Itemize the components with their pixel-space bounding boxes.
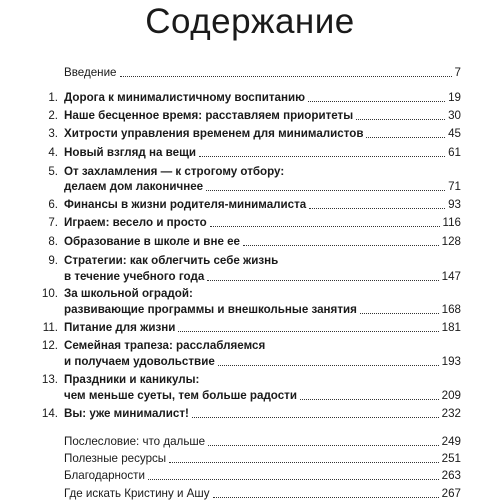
toc-entry-title: Благодарности [64, 469, 145, 482]
toc-entry-number: 1. [48, 91, 58, 104]
toc-page-number: 263 [441, 469, 461, 482]
toc-entry-title: Образование в школе и вне ее [64, 235, 241, 248]
toc-entry-line [64, 339, 265, 353]
toc-entry-title: и получаем удовольствие [64, 355, 215, 368]
toc-entry-title: делаем дом лаконичнее [64, 180, 204, 193]
toc-page-number: 93 [448, 198, 461, 211]
toc-page-number: 251 [441, 452, 461, 465]
toc-page-number: 30 [448, 109, 461, 122]
dot-leader [120, 76, 452, 77]
dot-leader [213, 497, 439, 498]
toc-entry-number: 10. [41, 287, 58, 300]
toc-entry[interactable] [64, 389, 461, 403]
dot-leader [208, 445, 439, 446]
toc-entry-number: 13. [41, 373, 58, 386]
toc-entry-title: Питание для жизни [64, 321, 176, 334]
toc-entry-number: 7. [48, 216, 58, 229]
toc-page-number: 193 [441, 355, 461, 368]
dot-leader [366, 137, 445, 138]
toc-entry-title: Дорога к минималистичному воспитанию [64, 91, 306, 104]
toc-entry-line [64, 373, 199, 387]
toc-entry-line [64, 165, 284, 179]
toc-entry-title: чем меньше суеты, тем больше радости [64, 389, 297, 402]
toc-entry[interactable] [64, 109, 461, 123]
toc-entry-title: Введение [64, 66, 117, 79]
page-title: Содержание [145, 2, 355, 41]
toc-page-number: 209 [441, 389, 461, 402]
toc-entry[interactable] [64, 435, 461, 449]
dot-leader [199, 156, 445, 157]
dot-leader [207, 280, 438, 281]
toc-entry-title: Новый взгляд на вещи [64, 146, 196, 159]
toc-entry-number: 2. [48, 109, 58, 122]
toc-entry[interactable] [64, 487, 461, 501]
toc-entry-title: Послесловие: что дальше [64, 435, 206, 448]
toc-page-number: 128 [441, 235, 461, 248]
toc-page-number: 249 [441, 435, 461, 448]
toc-entry[interactable] [64, 270, 461, 284]
toc-entry-number: 14. [41, 407, 58, 420]
dot-leader [206, 190, 445, 191]
toc-entry-title: За школьной оградой: [64, 287, 193, 300]
toc-entry[interactable] [64, 235, 461, 249]
dot-leader [243, 245, 439, 246]
toc-entry-line [64, 254, 278, 268]
toc-entry[interactable] [64, 469, 461, 483]
dot-leader [308, 101, 445, 102]
toc-entry-title: в течение учебного года [64, 270, 205, 283]
toc-entry-title: От захламления — к строгому отбору: [64, 165, 285, 178]
toc-entry[interactable] [64, 303, 461, 317]
dot-leader [178, 331, 438, 332]
toc-entry[interactable] [64, 198, 461, 212]
dot-leader [169, 462, 439, 463]
toc-entry-title: Стратегии: как облегчить себе жизнь [64, 254, 279, 267]
toc-page-number: 19 [448, 91, 461, 104]
toc-entry[interactable] [64, 91, 461, 105]
toc-entry-title: Играем: весело и просто [64, 216, 207, 229]
dot-leader [218, 365, 439, 366]
toc-page-number: 7 [454, 66, 461, 79]
toc-entry-number: 9. [48, 254, 58, 267]
toc-page-number: 147 [441, 270, 461, 283]
toc-entry-number: 4. [48, 146, 58, 159]
toc-entry[interactable] [64, 355, 461, 369]
toc-entry-number: 12. [41, 339, 58, 352]
toc-page-number: 61 [448, 146, 461, 159]
toc-entry[interactable] [64, 66, 461, 80]
dot-leader [309, 208, 445, 209]
toc-entry-number: 6. [48, 198, 58, 211]
toc-entry-title: Где искать Кристину и Ашу [64, 487, 210, 500]
toc-entry[interactable] [64, 321, 461, 335]
toc-entry-number: 5. [48, 165, 58, 178]
toc-page-number: 71 [448, 180, 461, 193]
dot-leader [360, 313, 439, 314]
toc-entry-number: 11. [42, 321, 58, 334]
toc-entry[interactable] [64, 216, 461, 230]
toc-entry[interactable] [64, 146, 461, 160]
dot-leader [192, 417, 439, 418]
toc-entry-line [64, 287, 193, 301]
dot-leader [356, 119, 445, 120]
dot-leader [210, 226, 440, 227]
toc-page-number: 181 [441, 321, 461, 334]
toc-entry[interactable] [64, 127, 461, 141]
toc-entry-title: Праздники и каникулы: [64, 373, 200, 386]
toc-entry-title: Финансы в жизни родителя-минималиста [64, 198, 307, 211]
toc-entry-title: развивающие программы и внешкольные занятия [64, 303, 357, 316]
toc-entry-title: Наше бесценное время: расставляем приоритеты [64, 109, 354, 122]
toc-entry-title: Полезные ресурсы [64, 452, 167, 465]
dot-leader [148, 479, 439, 480]
toc-page-number: 168 [441, 303, 461, 316]
toc-entry-number: 8. [48, 235, 58, 248]
toc-page-number: 116 [442, 216, 461, 229]
toc-entry[interactable] [64, 407, 461, 421]
toc-page-number: 232 [441, 407, 461, 420]
toc-entry-number: 3. [48, 127, 58, 140]
toc-entry-title: Семейная трапеза: расслабляемся [64, 339, 266, 352]
toc-page-number: 45 [448, 127, 461, 140]
toc-page-number: 267 [441, 487, 461, 500]
dot-leader [300, 399, 439, 400]
toc-entry[interactable] [64, 180, 461, 194]
toc-entry-title: Вы: уже минималист! [64, 407, 189, 420]
toc-entry-title: Хитрости управления временем для минималистов [64, 127, 364, 140]
toc-entry[interactable] [64, 452, 461, 466]
